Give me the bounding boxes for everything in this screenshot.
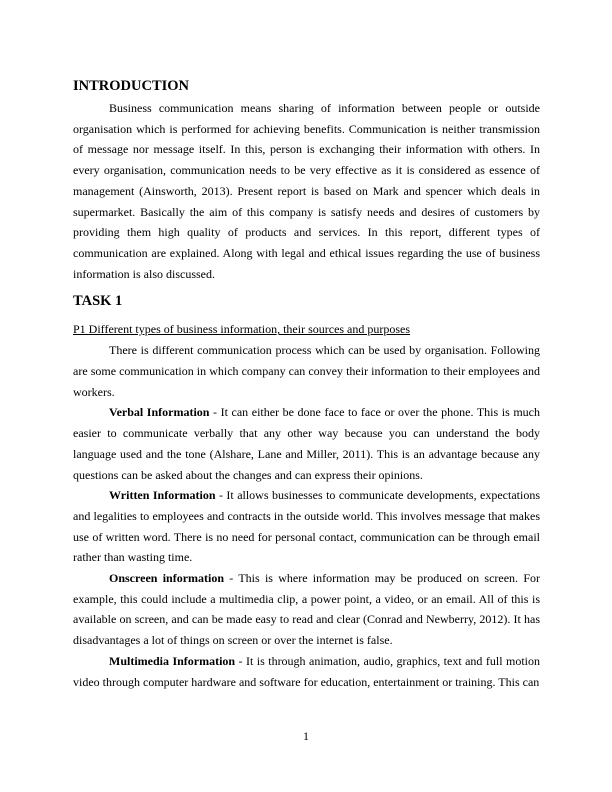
task1-subheading: P1 Different types of business information, their sources and purposes — [73, 322, 411, 337]
multimedia-information-text: - It is through animation, audio, graphics, text and full motion video through computer hardware and software for education, entertainment or training. This can — [73, 653, 540, 689]
introduction-paragraph: Business communication means sharing of information between people or outside organisation which is performed for achieving benefits. Communication is neither transmission of message nor message itself. In this, person is exchanging their information with others. In every organisation, communication needs to be very effective as it is considered as essence of management (Ainsworth, 2013). Present report is based on Mark and spencer which deals in supermarket. Basically the aim of this company is satisfy needs and desires of customers by providing them high quality of products and services. In this report, different types of communication are explained. Along with legal and ethical issues regarding the use of business information is also discussed. — [73, 101, 540, 281]
multimedia-information-term: Multimedia Information — [109, 653, 236, 668]
onscreen-information-text: - This is where information may be produced on screen. For example, this could include a multimedia clip, a power point, a video, or an email. All of this is available on screen, and can be made easy to read and clear (Conrad and Newberry, 2012). It has disadvantages a lot of things on screen or over the internet is false. — [73, 571, 540, 648]
multimedia-information-paragraph — [73, 651, 540, 692]
document-page — [73, 76, 540, 692]
written-information-term: Written Information — [109, 488, 216, 503]
onscreen-information-term: Onscreen information — [109, 571, 225, 586]
written-information-text: - It allows businesses to communicate developments, expectations and legalities to employees and contracts in the outside world. This involves message that makes use of written word. There is no need for personal contact, communication can be through email rather than wasting time. — [73, 488, 540, 565]
page-number: 1 — [303, 729, 309, 743]
verbal-information-paragraph — [73, 402, 540, 485]
task1-intro-paragraph: There is different communication process which can be used by organisation. Following are some communication in which company can convey their information to their employees and workers. — [73, 343, 540, 399]
introduction-heading: INTRODUCTION — [73, 78, 190, 94]
verbal-information-text: - It can either be done face to face or over the phone. This is much easier to communicate verbally that any other way because you can understand the body language used and the tone (Alshare, Lane and Miller, 2011). This is an advantage because any questions can be asked about the changes and can express their opinions. — [73, 405, 540, 482]
onscreen-information-paragraph — [73, 568, 540, 651]
written-information-paragraph — [73, 485, 540, 568]
task1-heading: TASK 1 — [73, 293, 123, 310]
verbal-information-term: Verbal Information — [109, 405, 210, 420]
